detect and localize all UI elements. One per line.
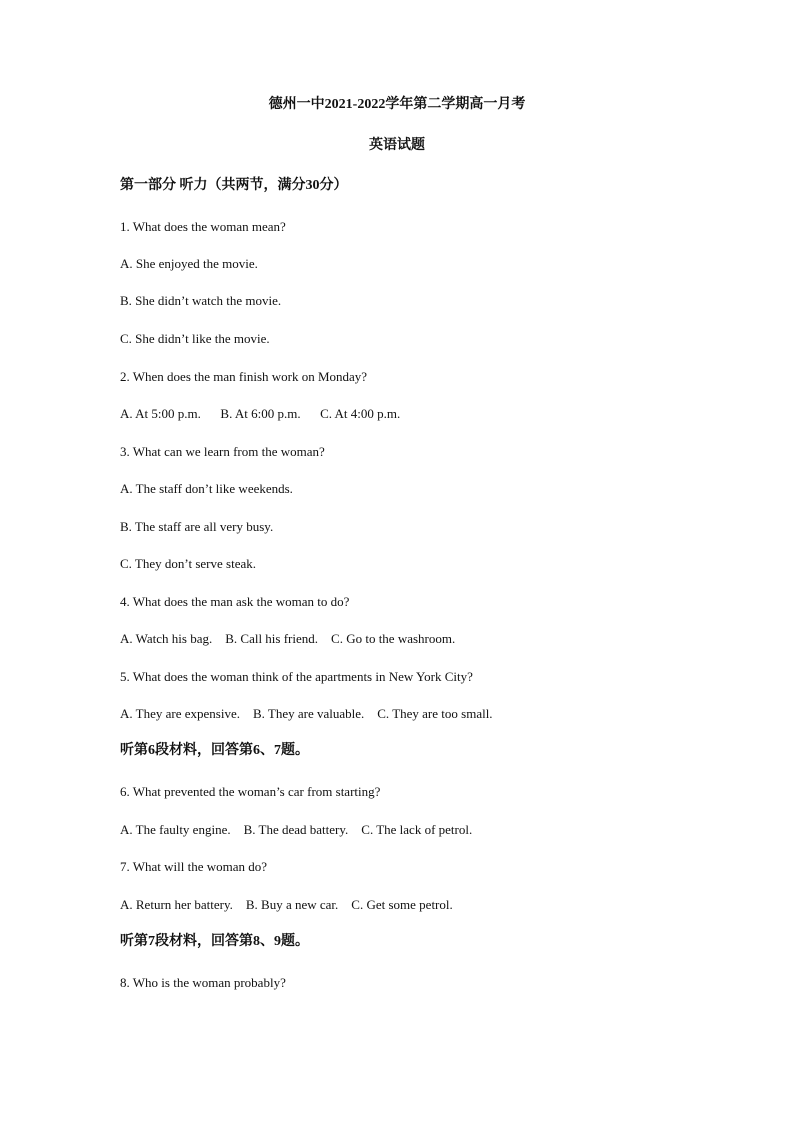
question-6-options: A. The faulty engine. B. The dead battery. C. The lack of petrol. xyxy=(120,822,473,837)
section-heading: 第一部分 听力（共两节，满分30分） xyxy=(120,178,348,193)
question-7-options: A. Return her battery. B. Buy a new car. C. Get some petrol. xyxy=(120,897,453,912)
question-1-option-a: A. She enjoyed the movie. xyxy=(120,256,258,271)
exam-subject: 英语试题 xyxy=(369,138,425,153)
question-5-options: A. They are expensive. B. They are valuable. C. They are too small. xyxy=(120,706,493,721)
question-8: 8. Who is the woman probably? xyxy=(120,975,286,990)
question-1-option-b: B. She didn’t watch the movie. xyxy=(120,293,282,308)
question-5: 5. What does the woman think of the apartments in New York City? xyxy=(120,669,473,684)
group-heading-7: 听第7段材料，回答第8、9题。 xyxy=(120,934,309,949)
question-6: 6. What prevented the woman’s car from starting? xyxy=(120,784,381,799)
question-3-option-b: B. The staff are all very busy. xyxy=(120,519,274,534)
question-3-option-c: C. They don’t serve steak. xyxy=(120,556,256,571)
question-4-options: A. Watch his bag. B. Call his friend. C. Go to the washroom. xyxy=(120,631,456,646)
group-heading-6: 听第6段材料，回答第6、7题。 xyxy=(120,743,309,758)
question-3: 3. What can we learn from the woman? xyxy=(120,444,325,459)
question-1: 1. What does the woman mean? xyxy=(120,219,286,234)
question-1-option-c: C. She didn’t like the movie. xyxy=(120,331,270,346)
question-2-options: A. At 5:00 p.m. B. At 6:00 p.m. C. At 4:00 p.m. xyxy=(120,406,401,421)
question-7: 7. What will the woman do? xyxy=(120,859,268,874)
question-4: 4. What does the man ask the woman to do? xyxy=(120,594,350,609)
question-2: 2. When does the man finish work on Monday? xyxy=(120,369,368,384)
question-3-option-a: A. The staff don’t like weekends. xyxy=(120,481,293,496)
exam-title: 德州一中2021-2022学年第二学期高一月考 xyxy=(268,97,526,112)
